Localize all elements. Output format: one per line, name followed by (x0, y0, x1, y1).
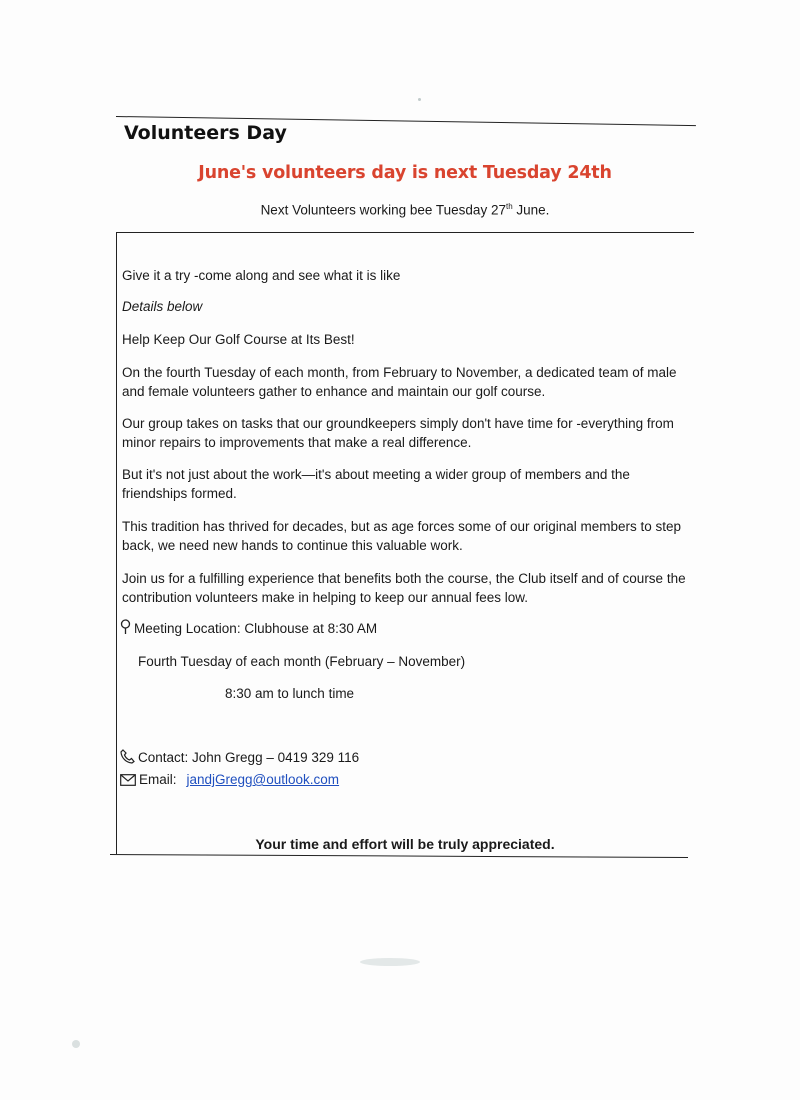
envelope-icon (120, 772, 136, 791)
email-line (120, 770, 690, 791)
subline-superscript: th (505, 202, 513, 211)
intro-text: Give it a try -come along and see what it is like (122, 268, 401, 283)
page-title: Volunteers Day (124, 122, 287, 144)
details-label: Details below (122, 299, 203, 314)
closing-line: Your time and effort will be truly appreciated. (255, 836, 555, 852)
email-link[interactable]: jandjGregg@outlook.com (186, 772, 340, 787)
contact-text: Contact: John Gregg – 0419 329 116 (138, 750, 360, 765)
scan-speck (418, 98, 421, 101)
location-pin-icon (120, 619, 131, 640)
box-top-rule (116, 232, 694, 233)
paragraph-join: Join us for a fulfilling experience that benefits both the course, the Club itself and of course the contribution volunteers make in helping to keep our annual fees low. (122, 571, 686, 605)
scan-speck (72, 1040, 80, 1048)
paragraph-tasks: Our group takes on tasks that our groundkeepers simply don't have time for -everything from minor repairs to improvements that make a real difference. (122, 416, 674, 450)
paragraph-tradition: This tradition has thrived for decades, but as age forces some of our original members to step back, we need new hands to continue this valuable work. (122, 519, 682, 553)
meeting-time: 8:30 am to lunch time (225, 686, 355, 701)
meeting-schedule: Fourth Tuesday of each month (February – November) (138, 654, 466, 669)
email-label: Email: (139, 772, 177, 787)
meeting-location (120, 619, 690, 640)
contact-line (120, 748, 690, 769)
headline: June's volunteers day is next Tuesday 24th (198, 163, 612, 183)
box-bottom-rule (110, 854, 688, 858)
subline-suffix: June. (512, 202, 550, 218)
paragraph-friendships: But it's not just about the work—it's about meeting a wider group of members and the friendships formed. (122, 467, 630, 501)
subline-text: Next Volunteers working bee Tuesday 27 (260, 202, 506, 218)
phone-icon (120, 749, 135, 769)
next-working-bee (0, 202, 800, 218)
box-left-rule (116, 232, 117, 854)
scan-speck (360, 958, 420, 966)
paragraph-schedule: On the fourth Tuesday of each month, from February to November, a dedicated team of male and female volunteers gather to enhance and maintain our golf course. (122, 365, 677, 399)
section-heading: Help Keep Our Golf Course at Its Best! (122, 332, 355, 347)
meeting-location-text: Meeting Location: Clubhouse at 8:30 AM (134, 621, 378, 636)
